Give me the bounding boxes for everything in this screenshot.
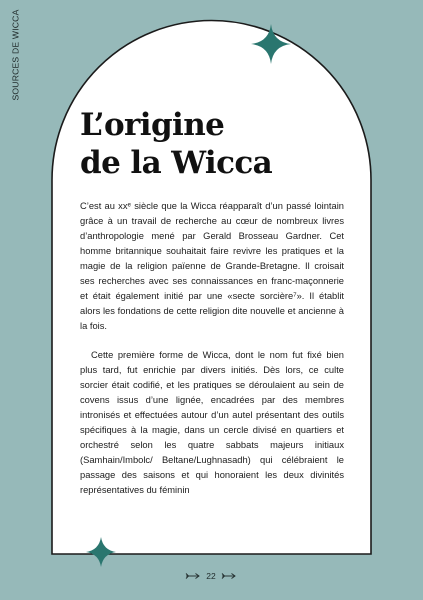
section-label: SOURCES DE WICCA (11, 9, 21, 101)
paragraph-2: Cette première forme de Wicca, dont le nom fut fixé bien plus tard, fut enrichie par divers initiés. Dès lors, ce culte sorcier était codifié, et les pratiques se déroulaient au sein de covens issus d’une lignée, encadrées par des membres intronisés et effectuées autour d’un autel présentant des outils spécifiques à la magie, dans un cercle divisé en quartiers et orchestré selon les quatre sabbats majeurs initiaux (Samhain/Imbolc/ Beltane/Lughnasadh) qui célébraient le passage des saisons et qui honoraient les deux divinités représentatives du féminin (80, 350, 344, 495)
arrow-right-icon (221, 572, 237, 580)
page-number (175, 570, 247, 582)
page-number-label: 22 (206, 571, 216, 581)
title-line-1: L’origine (80, 107, 225, 143)
paragraph-1: C’est au xxᵉ siècle que la Wicca réapparaît d’un passé lointain grâce à un travail de recherche au cœur de nombreux livres d’anthropologie mené par Gerald Brosseau Gardner. Cet homme britannique souhaitait faire revivre les pratiques et la magie de la religion païenne de Grande-Bretagne. Il croisait ses recherches avec ses connaissances en franc-maçonnerie et était également initié par une «secte sorcière⁷». Il établit alors les fondations de cette religion dite nouvelle et ancienne à la fois. (80, 201, 344, 331)
title-line-2: de la Wicca (80, 145, 273, 181)
body-text (80, 199, 344, 498)
page-title (80, 106, 272, 182)
arrow-right-icon (185, 572, 201, 580)
